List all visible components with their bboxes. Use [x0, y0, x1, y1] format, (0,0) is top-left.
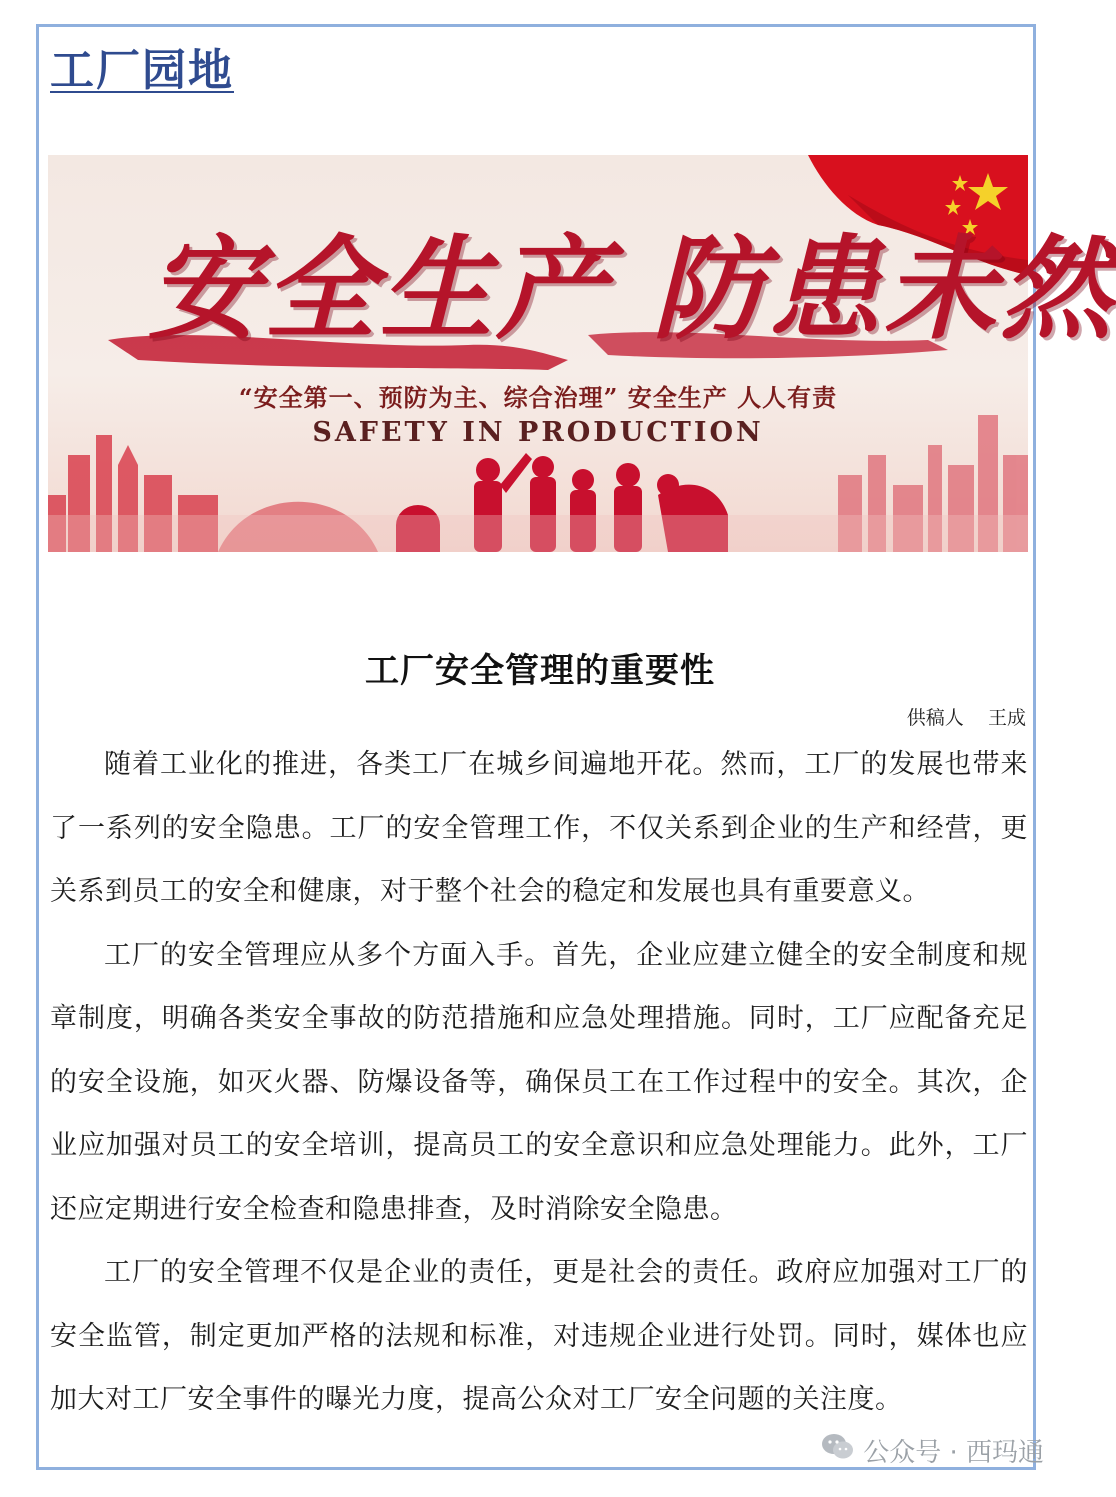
- byline: [907, 703, 1026, 730]
- section-title: 工厂园地: [50, 45, 234, 96]
- banner-headline-left: 安全生产: [148, 224, 612, 355]
- banner-headline: [148, 200, 1116, 361]
- wechat-icon: [821, 1432, 855, 1469]
- article-body: [50, 733, 1028, 1432]
- safety-banner-image: [48, 155, 1116, 552]
- article-title: 工厂安全管理的重要性: [365, 651, 715, 691]
- byline-label: 供稿人: [906, 707, 964, 729]
- banner-slogan: “安全第一、预防为主、综合治理” 安全生产 人人有责: [238, 383, 838, 412]
- banner-bottom-fade: [48, 515, 1028, 552]
- article-paragraph-1: 随着工业化的推进，各类工厂在城乡间遍地开花。然而，工厂的发展也带来了一系列的安全隐患。工厂的安全管理工作，不仅关系到企业的生产和经营，更关系到员工的安全和健康，对于整个社会的稳定和发展也具有重要意义。: [50, 749, 1028, 907]
- wechat-watermark: [821, 1432, 1044, 1469]
- banner-english-caption: SAFETY IN PRODUCTION: [312, 417, 764, 448]
- article-paragraph-3: 工厂的安全管理不仅是企业的责任，更是社会的责任。政府应加强对工厂的安全监管，制定更加严格的法规和标准，对违规企业进行处罚。同时，媒体也应加大对工厂安全事件的曝光力度，提高公众对工厂安全问题的关注度。: [50, 1257, 1028, 1415]
- watermark-text: 公众号 · 西玛通: [863, 1438, 1044, 1468]
- article-paragraph-2: 工厂的安全管理应从多个方面入手。首先，企业应建立健全的安全制度和规章制度，明确各类安全事故的防范措施和应急处理措施。同时，工厂应配备充足的安全设施，如灭火器、防爆设备等，确保员工在工作过程中的安全。其次，企业应加强对员工的安全培训，提高员工的安全意识和应急处理能力。此外，工厂还应定期进行安全检查和隐患排查，及时消除安全隐患。: [50, 939, 1028, 1225]
- byline-author: 王成: [987, 707, 1026, 729]
- banner-headline-right: 防患未然: [652, 224, 1116, 355]
